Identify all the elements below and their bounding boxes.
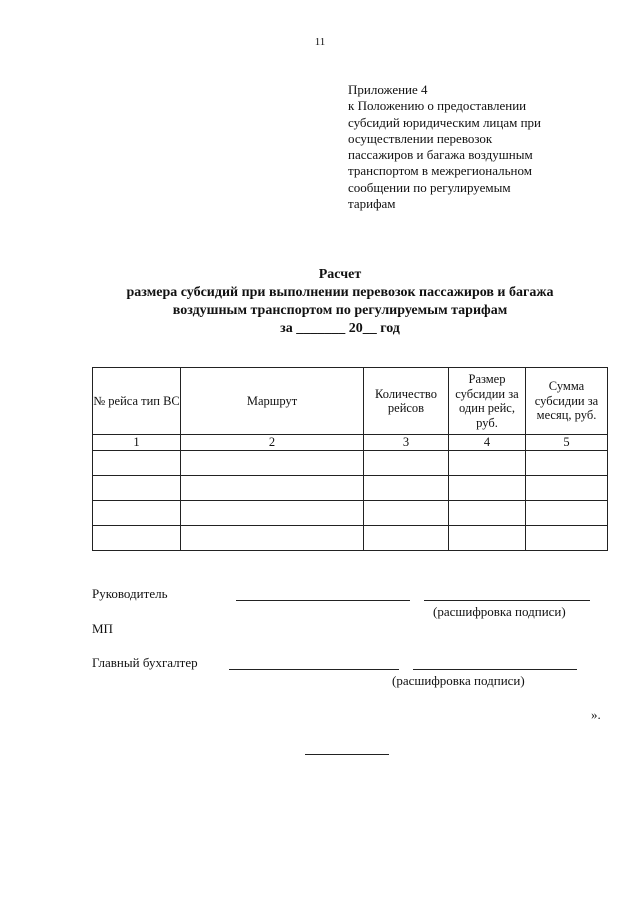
accountant-label: Главный бухгалтер bbox=[92, 655, 198, 670]
appendix-note bbox=[348, 82, 598, 212]
head-label: Руководитель bbox=[92, 586, 168, 601]
table-row bbox=[93, 526, 608, 551]
footer-rule bbox=[305, 754, 389, 755]
stamp-label: МП bbox=[92, 621, 113, 636]
table-cell bbox=[181, 451, 364, 476]
appendix-line: осуществлении перевозок bbox=[348, 130, 493, 146]
table-cell bbox=[93, 476, 181, 501]
table-cell bbox=[526, 526, 608, 551]
table-cell bbox=[364, 451, 449, 476]
document-title bbox=[60, 266, 620, 338]
appendix-line: пассажиров и багажа воздушным bbox=[348, 147, 533, 163]
header-flight-type: № рейса тип ВС bbox=[93, 368, 181, 435]
header-subsidy-per-month: Сумма субсидии за месяц, руб. bbox=[526, 368, 608, 435]
appendix-line: сообщении по регулируемым bbox=[348, 179, 511, 195]
appendix-line: тарифам bbox=[348, 196, 396, 212]
appendix-line: Приложение 4 bbox=[348, 82, 428, 97]
header-subsidy-per-flight: Размер субсидии за один рейс, руб. bbox=[449, 368, 526, 435]
column-number: 5 bbox=[526, 435, 608, 451]
head-decoding-line bbox=[424, 600, 590, 601]
table-header-row bbox=[93, 368, 608, 435]
accountant-decoding-line bbox=[413, 669, 577, 670]
table-cell bbox=[181, 476, 364, 501]
closing-quote: ». bbox=[591, 707, 601, 722]
page-number: 11 bbox=[314, 36, 326, 48]
head-signature-line bbox=[236, 600, 410, 601]
accountant-decoding-caption: (расшифровка подписи) bbox=[392, 673, 525, 688]
header-flights-count: Количество рейсов bbox=[364, 368, 449, 435]
accountant-signature-line bbox=[229, 669, 399, 670]
subsidy-table bbox=[92, 367, 608, 551]
title-period: за _______ 20__ год bbox=[280, 321, 400, 336]
appendix-line: субсидий юридическим лицам при bbox=[348, 114, 542, 130]
table-row bbox=[93, 451, 608, 476]
table-cell bbox=[449, 501, 526, 526]
column-number: 1 bbox=[93, 435, 181, 451]
table-cell bbox=[93, 451, 181, 476]
table-cell bbox=[93, 501, 181, 526]
table-cell bbox=[449, 451, 526, 476]
column-number: 3 bbox=[364, 435, 449, 451]
title-line: размера субсидий при выполнении перевозок пассажиров и багажа bbox=[126, 285, 554, 300]
column-number-row bbox=[93, 435, 608, 451]
table-cell bbox=[449, 476, 526, 501]
table-cell bbox=[181, 501, 364, 526]
head-decoding-caption: (расшифровка подписи) bbox=[433, 604, 566, 619]
table-cell bbox=[364, 476, 449, 501]
title-line: Расчет bbox=[318, 267, 362, 282]
column-number: 2 bbox=[181, 435, 364, 451]
title-line: воздушным транспортом по регулируемым тарифам bbox=[172, 303, 508, 318]
appendix-line: к Положению о предоставлении bbox=[348, 98, 527, 114]
table-cell bbox=[364, 526, 449, 551]
table-cell bbox=[449, 526, 526, 551]
table-row bbox=[93, 501, 608, 526]
table-cell bbox=[93, 526, 181, 551]
table-cell bbox=[364, 501, 449, 526]
column-number: 4 bbox=[449, 435, 526, 451]
table-cell bbox=[181, 526, 364, 551]
appendix-line: транспортом в межрегиональном bbox=[348, 163, 532, 179]
table-cell bbox=[526, 501, 608, 526]
table-cell bbox=[526, 451, 608, 476]
table-cell bbox=[526, 476, 608, 501]
header-route: Маршрут bbox=[181, 368, 364, 435]
table-row bbox=[93, 476, 608, 501]
